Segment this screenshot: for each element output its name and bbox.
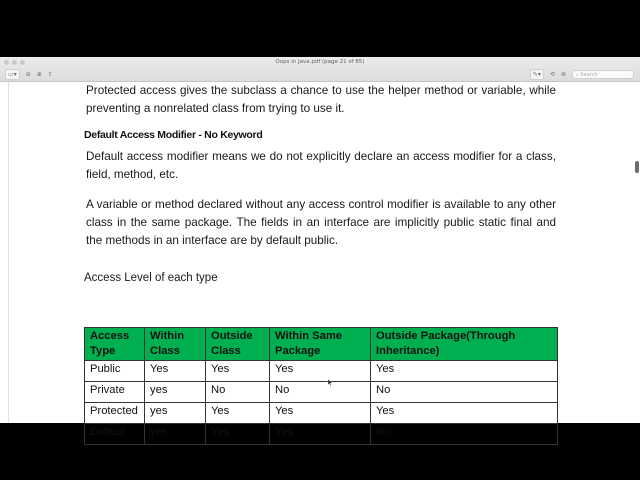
section-heading-default: Default Access Modifier - No Keyword [84, 129, 263, 141]
table-cell: Yes [270, 403, 371, 424]
table-cell: Private [85, 382, 145, 403]
page-edge [8, 82, 9, 423]
toolbar-left [5, 69, 53, 80]
header-access-type: Access Type [85, 328, 145, 361]
table-cell: yes [145, 424, 206, 445]
table-cell: Yes [371, 403, 558, 424]
markup-pen-icon[interactable]: ✎▾ [530, 69, 544, 80]
sidebar-toggle-button[interactable]: ▭▾ [5, 69, 20, 80]
toolbar-right [530, 69, 634, 80]
mouse-cursor-icon [328, 379, 333, 386]
table-row [85, 382, 558, 403]
vertical-scrollbar[interactable] [635, 82, 639, 423]
rotate-icon[interactable]: ⟲ [549, 71, 555, 78]
table-cell: Protected [85, 403, 145, 424]
table-cell: Yes [206, 361, 270, 382]
table-row [85, 403, 558, 424]
table-cell: Yes [206, 403, 270, 424]
search-placeholder: Search [580, 72, 598, 78]
search-input[interactable]: ⌕ Search [572, 70, 634, 79]
access-level-table [84, 327, 558, 445]
table-cell: Yes [270, 424, 371, 445]
table-cell: Default [85, 424, 145, 445]
paragraph-default-2: A variable or method declared without any access control modifier is available to any other class in the same package. The fields in an interface are implicitly public static final and the methods in an interface are by default public. [86, 198, 556, 247]
document-view[interactable] [0, 82, 640, 438]
table-cell: yes [145, 403, 206, 424]
table-cell: Yes [145, 361, 206, 382]
table-cell: Yes [270, 361, 371, 382]
scrollbar-thumb[interactable] [635, 161, 639, 173]
table-row [85, 424, 558, 445]
header-outside-class: Outside Class [206, 328, 270, 361]
share-icon[interactable]: ⇧ [47, 71, 53, 78]
table-row [85, 361, 558, 382]
annotate-icon[interactable]: ⊚ [560, 71, 566, 78]
preview-window [0, 57, 640, 438]
table-caption: Access Level of each type [84, 272, 218, 284]
table-cell: No [371, 382, 558, 403]
header-outside-package: Outside Package(Through Inheritance) [371, 328, 558, 361]
header-within-class: Within Class [145, 328, 206, 361]
table-cell: No [206, 382, 270, 403]
paragraph-protected: Protected access gives the subclass a chance to use the helper method or variable, while preventing a nonrelated class from trying to use it. [86, 84, 556, 115]
title-bar [0, 57, 640, 82]
table-cell: yes [145, 382, 206, 403]
window-title: Oops in Java.pdf (page 21 of 85) [275, 59, 365, 65]
table-cell: Public [85, 361, 145, 382]
header-within-same-package: Within Same Package [270, 328, 371, 361]
zoom-in-icon[interactable]: ⊕ [36, 71, 42, 78]
zoom-out-icon[interactable]: ⊖ [25, 71, 31, 78]
table-cell: Yes [371, 361, 558, 382]
table-cell: Yes [206, 424, 270, 445]
paragraph-default-1: Default access modifier means we do not explicitly declare an access modifier for a class, field, method, etc. [86, 150, 556, 181]
table-header-row [85, 328, 558, 361]
table-cell: No [270, 382, 371, 403]
table-cell: No [371, 424, 558, 445]
